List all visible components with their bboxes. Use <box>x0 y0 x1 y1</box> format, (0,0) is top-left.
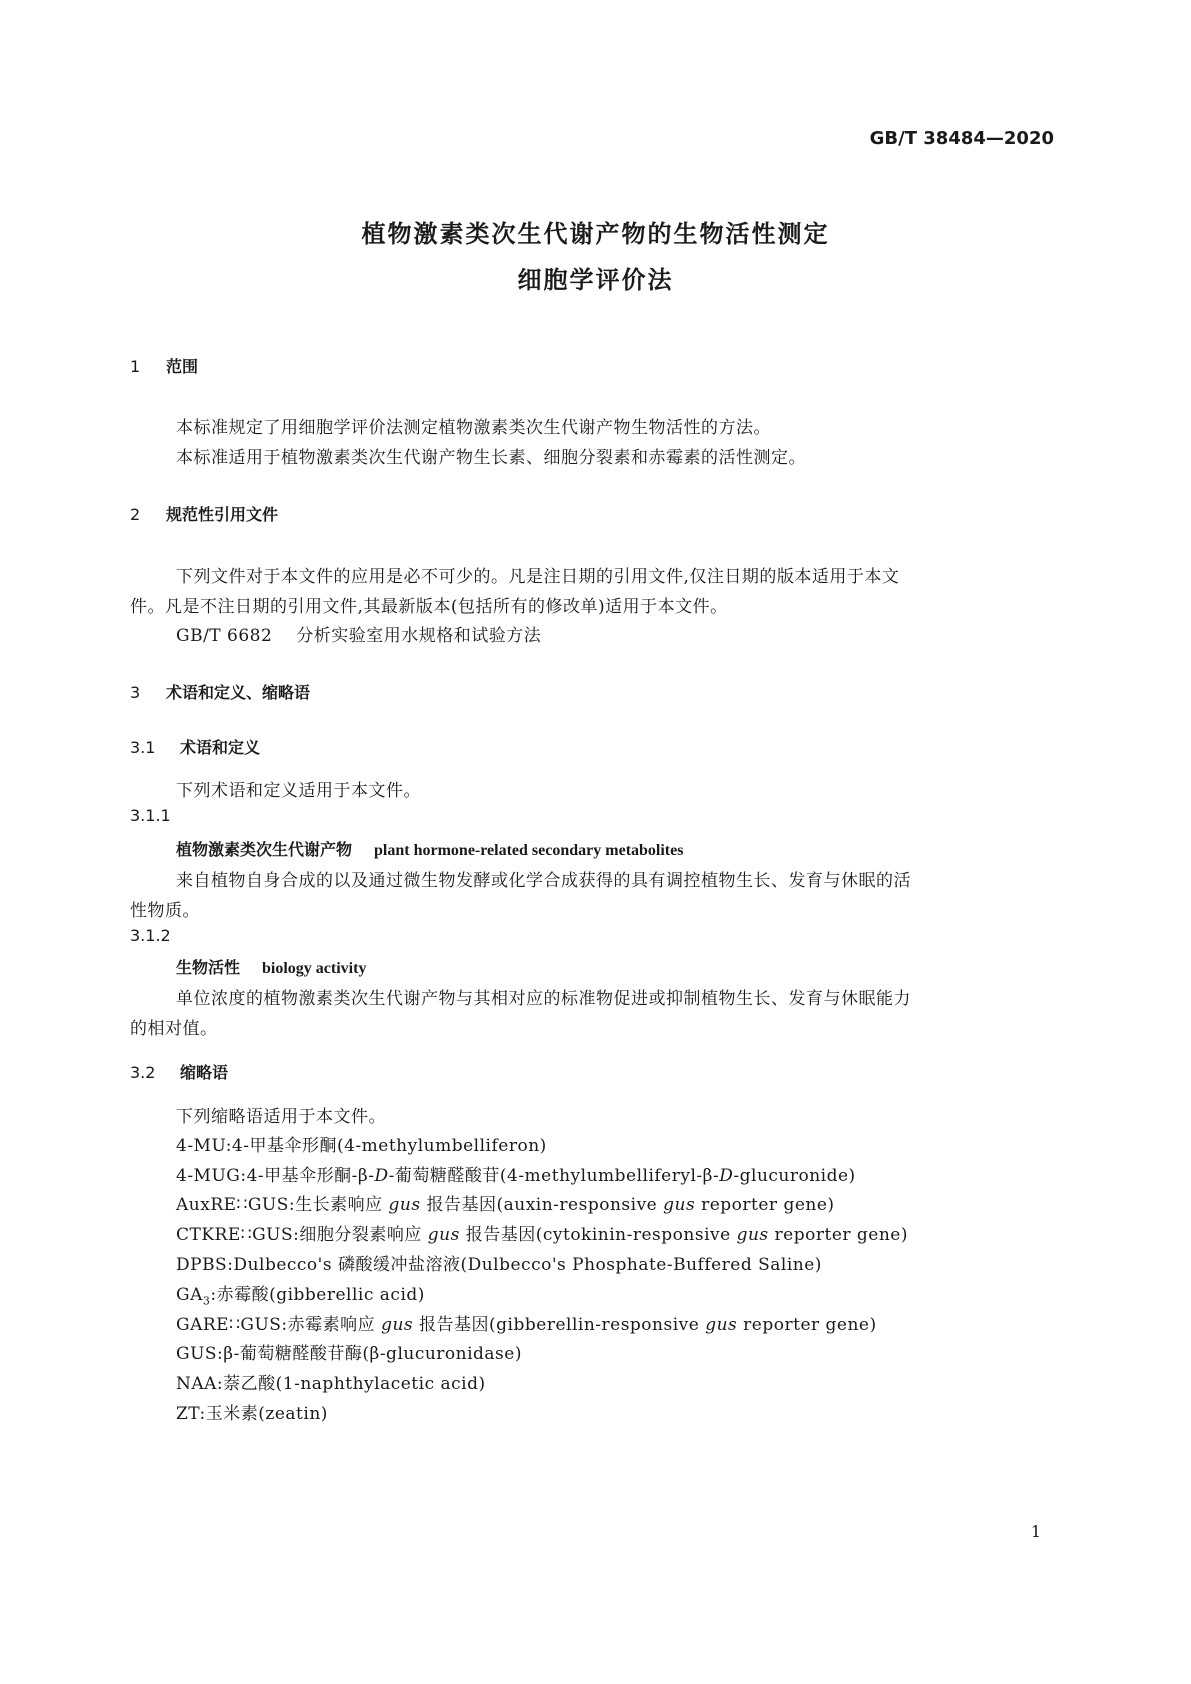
term-number: 3.1.1 <box>130 806 171 825</box>
abbreviation-item: AuxRE∷GUS:生长素响应 gus 报告基因(auxin-responsive gus reporter gene) <box>176 1195 835 1215</box>
term-definition: 性物质。 <box>130 901 200 921</box>
paragraph: 下列术语和定义适用于本文件。 <box>176 781 421 801</box>
term-number: 3.1.2 <box>130 926 171 945</box>
term-english: biology activity <box>262 960 367 977</box>
term-definition: 来自植物自身合成的以及通过微生物发酵或化学合成获得的具有调控植物生长、发育与休眠的活 <box>176 871 911 891</box>
document-title-line1: 植物激素类次生代谢产物的生物活性测定 <box>361 220 830 248</box>
abbreviation-item: 4-MU:4-甲基伞形酮(4-methylumbelliferon) <box>176 1136 547 1156</box>
abbreviation-item: DPBS:Dulbecco's 磷酸缓冲盐溶液(Dulbecco's Phosphate-Buffered Saline) <box>176 1255 822 1275</box>
section-title: 范围 <box>166 357 199 376</box>
abbreviation-item: NAA:萘乙酸(1-naphthylacetic acid) <box>176 1374 486 1394</box>
abbreviation-item: CTKRE∷GUS:细胞分裂素响应 gus 报告基因(cytokinin-responsive gus reporter gene) <box>176 1225 908 1245</box>
term-definition: 单位浓度的植物激素类次生代谢产物与其相对应的标准物促进或抑制植物生长、发育与休眠能力 <box>176 989 911 1009</box>
page-number: 1 <box>1030 1522 1041 1541</box>
term-entry <box>176 837 683 860</box>
term-english: plant hormone-related secondary metabolites <box>374 842 684 859</box>
standard-id: GB/T 38484—2020 <box>869 128 1054 149</box>
paragraph: 下列缩略语适用于本文件。 <box>176 1107 386 1127</box>
term-definition: 的相对值。 <box>130 1019 218 1039</box>
section-2-heading <box>130 502 278 525</box>
section-3-heading <box>130 680 310 703</box>
section-title: 规范性引用文件 <box>166 505 279 524</box>
subsection-3-2-heading <box>130 1060 228 1083</box>
section-number: 1 <box>130 357 141 376</box>
abbreviation-item: GUS:β-葡萄糖醛酸苷酶(β-glucuronidase) <box>176 1344 522 1364</box>
section-number: 3.1 <box>130 738 156 757</box>
abbreviation-item: 4-MUG:4-甲基伞形酮-β-D-葡萄糖醛酸苷(4-methylumbelliferyl-β-D-glucuronide) <box>176 1166 856 1186</box>
section-number: 2 <box>130 505 141 524</box>
paragraph: 件。凡是不注日期的引用文件,其最新版本(包括所有的修改单)适用于本文件。 <box>130 597 728 617</box>
reference-code: GB/T 6682 <box>176 626 273 646</box>
section-number: 3 <box>130 683 141 702</box>
reference-title: 分析实验室用水规格和试验方法 <box>296 626 542 646</box>
abbreviation-item: $GA_3$:赤霉酸(gibberellic acid) <box>176 1285 425 1308</box>
section-title: 术语和定义 <box>180 738 261 757</box>
term-entry <box>176 955 366 978</box>
abbreviation-item: GARE∷GUS:赤霉素响应 gus 报告基因(gibberellin-responsive gus reporter gene) <box>176 1315 877 1335</box>
section-title: 术语和定义、缩略语 <box>166 683 311 702</box>
paragraph: 下列文件对于本文件的应用是必不可少的。凡是注日期的引用文件,仅注日期的版本适用于本文 <box>176 567 900 587</box>
section-title: 缩略语 <box>180 1063 229 1082</box>
term-chinese: 植物激素类次生代谢产物 <box>176 840 353 859</box>
abbreviation-item: ZT:玉米素(zeatin) <box>176 1404 328 1424</box>
term-chinese: 生物活性 <box>176 958 241 977</box>
normative-reference <box>176 621 541 646</box>
section-number: 3.2 <box>130 1063 156 1082</box>
paragraph: 本标准规定了用细胞学评价法测定植物激素类次生代谢产物生物活性的方法。 <box>176 418 771 438</box>
document-title-line2: 细胞学评价法 <box>517 266 674 294</box>
subsection-3-1-heading <box>130 735 260 758</box>
paragraph: 本标准适用于植物激素类次生代谢产物生长素、细胞分裂素和赤霉素的活性测定。 <box>176 448 806 468</box>
section-1-heading <box>130 354 198 377</box>
